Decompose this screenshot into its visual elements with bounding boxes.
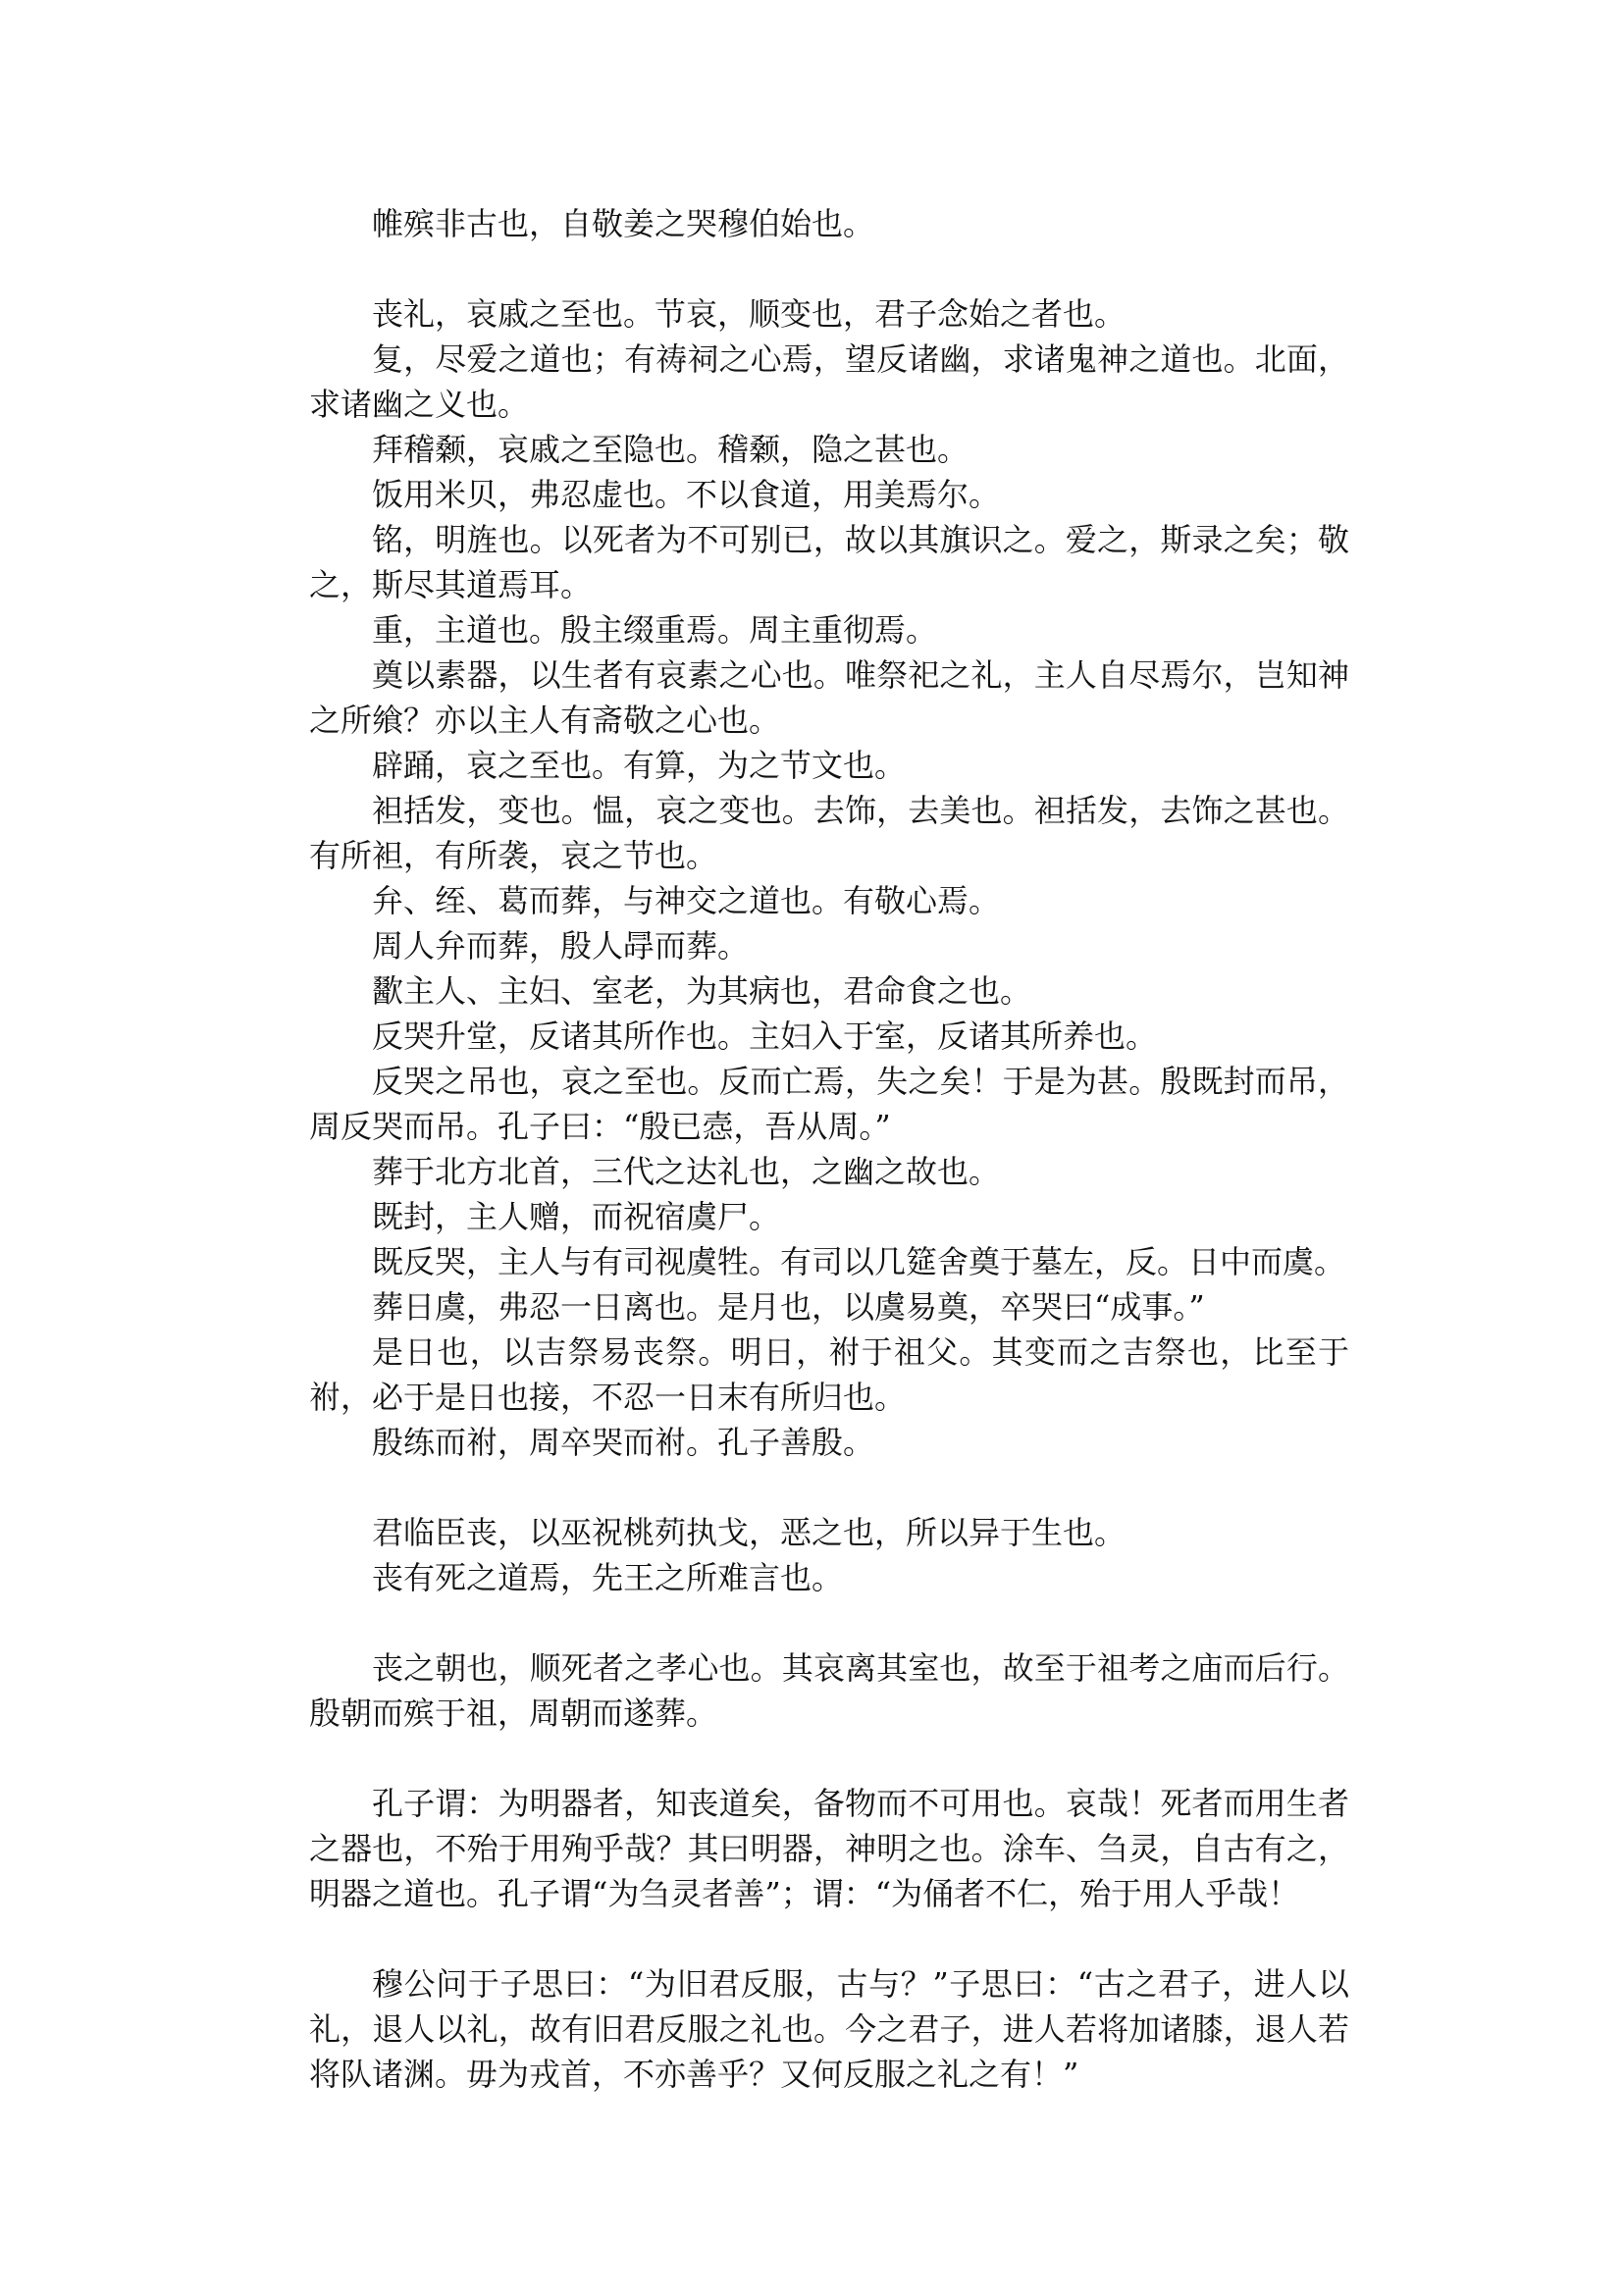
paragraph-gap <box>309 1736 1349 1781</box>
paragraph: 孔子谓：为明器者，知丧道矣，备物而不可用也。哀哉！死者而用生者之器也，不殆于用殉乎哉？其曰明器，神明之也。涂车、刍灵，自古有之，明器之道也。孔子谓“为刍灵者善”；谓：“为俑者不仁，殆于用人乎哉！ <box>309 1785 1349 1912</box>
paragraph-gap <box>309 1600 1349 1645</box>
paragraph: 丧之朝也，顺死者之孝心也。其哀离其室也，故至于祖考之庙而后行。殷朝而殡于祖，周朝而遂葬。 <box>309 1649 1349 1732</box>
paragraph: 既封，主人赠，而祝宿虞尸。 <box>372 1198 781 1235</box>
paragraph: 殷练而祔，周卒哭而祔。孔子善殷。 <box>372 1424 875 1461</box>
paragraph-gap <box>309 1916 1349 1961</box>
paragraph: 歠主人、主妇、室老，为其病也，君命食之也。 <box>372 972 1032 1010</box>
paragraph: 复，尽爱之道也；有祷祠之心焉，望反诸幽，求诸鬼神之道也。北面，求诸幽之义也。 <box>309 340 1349 423</box>
paragraph: 穆公问于子思曰：“为旧君反服，古与？”子思曰：“古之君子，进人以礼，退人以礼，故有旧君反服之礼也。今之君子，进人若将加诸膝，退人若将队诸渊。毋为戎首，不亦善乎？又何反服之礼之有！” <box>309 1965 1349 2093</box>
paragraph: 反哭之吊也，哀之至也。反而亡焉，失之矣！于是为甚。殷既封而吊，周反哭而吊。孔子曰：“殷已悫，吾从周。” <box>309 1063 1349 1145</box>
paragraph-gap <box>309 246 1349 291</box>
paragraph: 帷殡非古也，自敬姜之哭穆伯始也。 <box>372 205 875 242</box>
paragraph: 是日也，以吉祭易丧祭。明日，祔于祖父。其变而之吉祭也，比至于祔，必于是日也接，不忍一日末有所归也。 <box>309 1333 1349 1416</box>
paragraph-gap <box>309 1465 1349 1510</box>
paragraph: 葬于北方北首，三代之达礼也，之幽之故也。 <box>372 1153 1001 1190</box>
paragraph: 丧礼，哀戚之至也。节哀，顺变也，君子念始之者也。 <box>372 295 1126 333</box>
paragraph: 奠以素器，以生者有哀素之心也。唯祭祀之礼，主人自尽焉尔，岂知神之所飨？亦以主人有斋敬之心也。 <box>309 656 1349 739</box>
paragraph: 君临臣丧，以巫祝桃茢执戈，恶之也，所以异于生也。 <box>372 1514 1126 1551</box>
paragraph: 拜稽颡，哀戚之至隐也。稽颡，隐之甚也。 <box>372 431 969 468</box>
document-body <box>309 201 1349 2097</box>
paragraph: 周人弁而葬，殷人冔而葬。 <box>372 927 750 965</box>
paragraph: 反哭升堂，反诸其所作也。主妇入于室，反诸其所养也。 <box>372 1017 1158 1055</box>
paragraph: 重，主道也。殷主缀重焉。周主重彻焉。 <box>372 611 938 649</box>
paragraph: 丧有死之道焉，先王之所难言也。 <box>372 1559 844 1596</box>
paragraph: 弁、绖、葛而葬，与神交之道也。有敬心焉。 <box>372 882 1001 919</box>
paragraph: 辟踊，哀之至也。有算，为之节文也。 <box>372 747 907 784</box>
paragraph: 饭用米贝，弗忍虚也。不以食道，用美焉尔。 <box>372 476 1001 513</box>
paragraph: 铭，明旌也。以死者为不可别已，故以其旗识之。爱之，斯录之矣；敬之，斯尽其道焉耳。 <box>309 521 1349 603</box>
paragraph: 袒括发，变也。愠，哀之变也。去饰，去美也。袒括发，去饰之甚也。有所袒，有所袭，哀之节也。 <box>309 792 1349 874</box>
paragraph: 既反哭，主人与有司视虞牲。有司以几筵舍奠于墓左，反。日中而虞。 <box>372 1243 1346 1280</box>
paragraph: 葬日虞，弗忍一日离也。是月也，以虞易奠，卒哭曰“成事。” <box>372 1288 1205 1326</box>
